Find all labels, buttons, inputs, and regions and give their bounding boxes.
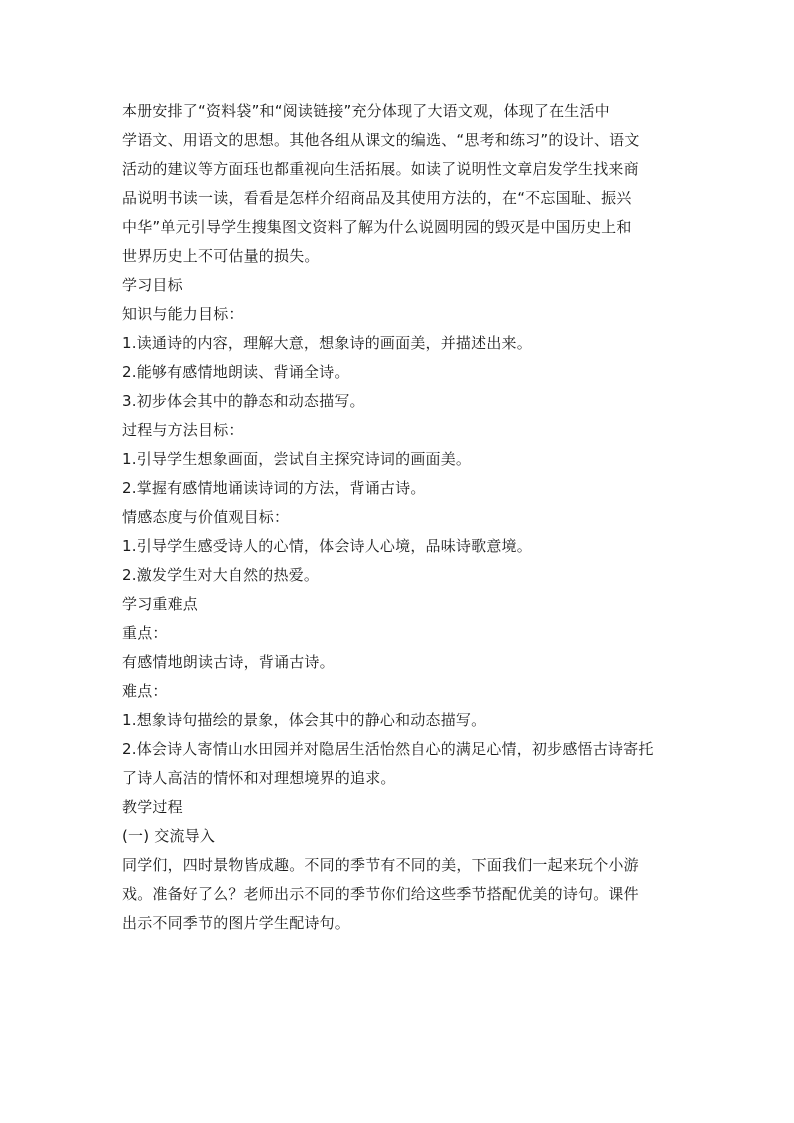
objectives-heading: 学习目标 (122, 276, 183, 294)
section-1-line: 同学们，四时景物皆成趣。不同的季节有不同的美，下面我们一起来玩个小游 (122, 856, 639, 874)
section-1-line: 戏。准备好了么？老师出示不同的季节你们给这些季节搭配优美的诗句。课件 (122, 885, 639, 903)
emotion-item: 1.引导学生感受诗人的心情，体会诗人心境，品味诗歌意境。 (122, 537, 532, 555)
knowledge-item: 3.初步体会其中的静态和动态描写。 (122, 392, 365, 410)
section-1-line: 出示不同季节的图片学生配诗句。 (122, 914, 351, 932)
knowledge-item: 2.能够有感情地朗读、背诵全诗。 (122, 363, 350, 381)
section-1-title: (一) 交流导入 (122, 827, 216, 845)
teaching-process-title: 教学过程 (122, 798, 183, 816)
intro-line: 品说明书读一读，看看是怎样介绍商品及其使用方法的，在“不忘国耻、振兴 (122, 189, 632, 207)
document-page (122, 97, 674, 938)
hard-point-item: 1.想象诗句描绘的景象，体会其中的静心和动态描写。 (122, 711, 487, 729)
intro-line: 世界历史上不可估量的损失。 (122, 247, 320, 265)
hard-point-label: 难点： (122, 682, 168, 700)
key-point-label: 重点： (122, 624, 168, 642)
intro-line: 本册安排了“资料袋”和“阅读链接”充分体现了大语文观，体现了在生活中 (122, 102, 610, 120)
process-item: 2.掌握有感情地诵读诗词的方法，背诵古诗。 (122, 479, 426, 497)
process-item: 1.引导学生想象画面，尝试自主探究诗词的画面美。 (122, 450, 472, 468)
hard-point-item: 了诗人高洁的情怀和对理想境界的追求。 (122, 769, 396, 787)
process-heading: 过程与方法目标： (122, 421, 244, 439)
difficulty-heading: 学习重难点 (122, 595, 199, 613)
knowledge-item: 1.读通诗的内容，理解大意，想象诗的画面美，并描述出来。 (122, 334, 532, 352)
intro-line: 中华”单元引导学生搜集图文资料了解为什么说圆明园的毁灭是中国历史上和 (122, 218, 632, 236)
intro-line: 活动的建议等方面珏也都重视向生活拓展。如读了说明性文章启发学生找来商 (122, 160, 639, 178)
hard-point-item: 2.体会诗人寄情山水田园并对隐居生活怡然自心的满足心情，初步感悟古诗寄托 (122, 740, 654, 758)
emotion-heading: 情感态度与价值观目标： (122, 508, 290, 526)
intro-line: 学语文、用语文的思想。其他各组从课文的编选、“思考和练习”的设计、语文 (122, 131, 640, 149)
emotion-item: 2.激发学生对大自然的热爱。 (122, 566, 320, 584)
knowledge-heading: 知识与能力目标： (122, 305, 244, 323)
key-point-text: 有感情地朗读古诗，背诵古诗。 (122, 653, 335, 671)
